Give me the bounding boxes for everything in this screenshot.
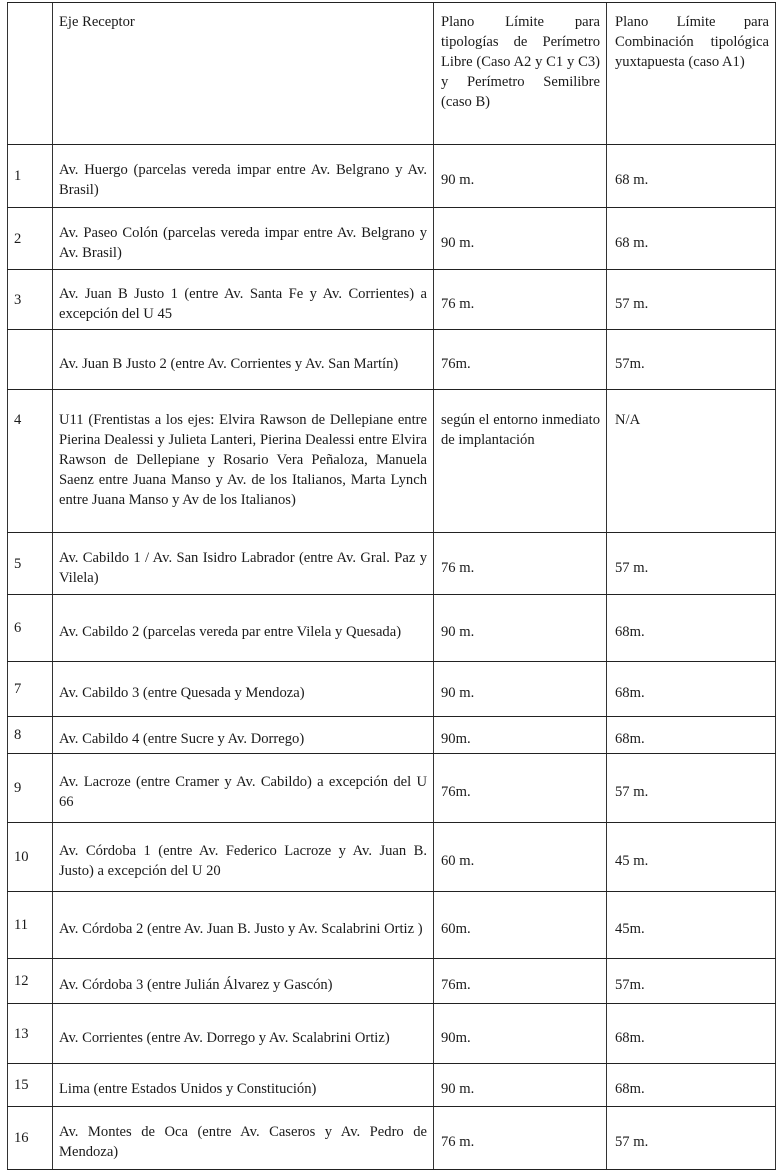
row-limit-combined	[606, 270, 776, 329]
table-row	[7, 1106, 776, 1170]
row-limit-combined	[606, 145, 776, 207]
table-row	[7, 207, 776, 269]
row-limit-combined-text: 45m.	[615, 921, 645, 937]
header-limit-combined	[606, 3, 776, 144]
row-limit-free-text: 76m.	[441, 784, 471, 800]
row-limit-free-text: 90 m.	[441, 1081, 475, 1097]
row-axis	[52, 959, 433, 1003]
row-limit-free	[433, 330, 606, 389]
row-limit-combined	[606, 823, 776, 891]
row-axis	[52, 145, 433, 207]
row-number: 3	[7, 270, 52, 329]
row-limit-combined-text: 57 m.	[615, 295, 649, 312]
row-axis-text: Av. Juan B Justo 2 (entre Av. Corrientes y Av. San Martín)	[59, 355, 399, 372]
row-limit-combined	[606, 892, 776, 958]
table-row	[7, 532, 776, 594]
row-limit-combined-text: 57 m.	[615, 1134, 649, 1150]
row-limit-free	[433, 717, 606, 753]
row-limit-free	[433, 390, 606, 532]
row-limit-combined-text: N/A	[615, 412, 641, 428]
row-limit-combined-text: 68m.	[615, 685, 645, 701]
row-limit-free-text: 90 m.	[441, 624, 475, 640]
row-axis	[52, 1064, 433, 1106]
row-number: 10	[7, 823, 52, 891]
row-limit-combined	[606, 1064, 776, 1106]
row-limit-free-text: 60m.	[441, 921, 471, 937]
row-axis-text: Av. Cabildo 1 / Av. San Isidro Labrador (entre Av. Gral. Paz y Vilela)	[59, 549, 427, 586]
row-limit-free	[433, 1107, 606, 1169]
row-limit-free	[433, 892, 606, 958]
row-axis-text: Av. Lacroze (entre Cramer y Av. Cabildo) a excepción del U 66	[59, 774, 427, 810]
row-number: 16	[7, 1107, 52, 1169]
row-limit-combined-text: 45 m.	[615, 853, 649, 869]
row-axis-text: Av. Córdoba 3 (entre Julián Álvarez y Gascón)	[59, 977, 333, 993]
row-limit-free	[433, 959, 606, 1003]
row-limit-free	[433, 754, 606, 822]
table-row	[7, 1003, 776, 1063]
row-number: 7	[7, 662, 52, 716]
table-row	[7, 891, 776, 958]
row-limit-free	[433, 270, 606, 329]
row-number: 12	[7, 959, 52, 1003]
row-limit-free	[433, 1064, 606, 1106]
row-limit-combined	[606, 533, 776, 594]
table-row	[7, 269, 776, 329]
row-limit-free-text: 76m.	[441, 977, 471, 993]
row-limit-free-text: 76 m.	[441, 1134, 475, 1150]
header-limit-free	[433, 3, 606, 144]
table-row	[7, 753, 776, 822]
row-number: 9	[7, 754, 52, 822]
row-limit-combined	[606, 959, 776, 1003]
header-axis: Eje Receptor	[52, 3, 433, 144]
row-limit-combined-text: 68 m.	[615, 234, 649, 251]
row-number: 15	[7, 1064, 52, 1106]
row-axis-text: Av. Cabildo 3 (entre Quesada y Mendoza)	[59, 685, 305, 701]
row-axis	[52, 390, 433, 532]
row-limit-free	[433, 145, 606, 207]
table-row	[7, 1063, 776, 1106]
row-limit-free	[433, 662, 606, 716]
row-axis	[52, 662, 433, 716]
row-limit-combined-text: 57m.	[615, 355, 645, 372]
row-number: 6	[7, 595, 52, 661]
row-limit-free-text: 76m.	[441, 355, 471, 372]
table-row	[7, 329, 776, 389]
row-limit-combined-text: 68m.	[615, 624, 645, 640]
row-limit-free-text: 90 m.	[441, 234, 475, 251]
row-number: 11	[7, 892, 52, 958]
row-number: 4	[7, 390, 52, 532]
row-axis-text: Av. Huergo (parcelas vereda impar entre Av. Belgrano y Av. Brasil)	[59, 162, 427, 198]
row-axis	[52, 330, 433, 389]
row-axis-text: U11 (Frentistas a los ejes: Elvira Rawson de Dellepiane entre Pierina Dealessi y Julieta Lanteri, Pierina Dealessi entre Elvira Rawson de Dellepiane y Rosario Vera Peñaloza, Manuela Saenz entre Juana Manso y Av. de los Italianos, Marta Lynch entre Juana Manso y Av de los Italianos)	[59, 412, 427, 508]
header-number	[7, 3, 52, 144]
row-axis	[52, 717, 433, 753]
table-row	[7, 661, 776, 716]
row-axis	[52, 208, 433, 269]
row-limit-free	[433, 1004, 606, 1063]
row-limit-combined-text: 68m.	[615, 1081, 645, 1097]
row-limit-combined	[606, 595, 776, 661]
row-limit-combined	[606, 1004, 776, 1063]
row-axis	[52, 595, 433, 661]
row-number: 5	[7, 533, 52, 594]
row-axis-text: Av. Corrientes (entre Av. Dorrego y Av. Scalabrini Ortiz)	[59, 1029, 390, 1046]
row-number: 1	[7, 145, 52, 207]
row-limit-free	[433, 208, 606, 269]
row-limit-combined	[606, 390, 776, 532]
header-limit-combined-text: Plano Límite para Combinación tipológica yuxtapuesta (caso A1)	[615, 14, 769, 70]
table-row	[7, 144, 776, 207]
row-axis-text: Av. Juan B Justo 1 (entre Av. Santa Fe y Av. Corrientes) a excepción del U 45	[59, 285, 427, 322]
header-limit-free-text: Plano Límite para tipologías de Perímetro Libre (Caso A2 y C1 y C3) y Perímetro Semilibre (caso B)	[441, 14, 600, 110]
row-limit-combined-text: 68m.	[615, 1029, 645, 1046]
row-limit-combined	[606, 1107, 776, 1169]
table-row	[7, 958, 776, 1003]
row-axis-text: Av. Córdoba 1 (entre Av. Federico Lacroze y Av. Juan B. Justo) a excepción del U 20	[59, 843, 427, 879]
row-limit-combined	[606, 717, 776, 753]
row-number: 8	[7, 717, 52, 753]
table-header-row	[7, 2, 776, 144]
row-limit-free-text: 90 m.	[441, 172, 475, 188]
row-limit-combined	[606, 754, 776, 822]
row-axis-text: Av. Cabildo 2 (parcelas vereda par entre Vilela y Quesada)	[59, 624, 402, 640]
row-limit-free	[433, 595, 606, 661]
row-axis	[52, 533, 433, 594]
row-limit-free-text: 60 m.	[441, 853, 475, 869]
row-axis-text: Av. Córdoba 2 (entre Av. Juan B. Justo y Av. Scalabrini Ortiz )	[59, 921, 423, 937]
row-axis	[52, 823, 433, 891]
row-axis	[52, 1107, 433, 1169]
row-number: 2	[7, 208, 52, 269]
row-limit-combined-text: 68m.	[615, 731, 645, 747]
row-limit-free-text: según el entorno inmediato de implantación	[441, 412, 600, 448]
row-limit-free-text: 90m.	[441, 1029, 471, 1046]
row-axis	[52, 754, 433, 822]
row-limit-combined	[606, 330, 776, 389]
row-limit-combined-text: 57 m.	[615, 559, 649, 576]
row-limit-combined	[606, 208, 776, 269]
row-axis-text: Lima (entre Estados Unidos y Constitución)	[59, 1081, 317, 1097]
row-axis	[52, 892, 433, 958]
table-row	[7, 822, 776, 891]
row-axis-text: Av. Paseo Colón (parcelas vereda impar entre Av. Belgrano y Av. Brasil)	[59, 224, 427, 261]
row-limit-free-text: 76 m.	[441, 295, 475, 312]
row-limit-combined-text: 57m.	[615, 977, 645, 993]
row-axis	[52, 1004, 433, 1063]
row-limit-free-text: 90 m.	[441, 685, 475, 701]
row-number	[7, 330, 52, 389]
row-limit-free-text: 76 m.	[441, 559, 475, 576]
row-limit-combined	[606, 662, 776, 716]
table-row	[7, 389, 776, 532]
row-limit-free	[433, 823, 606, 891]
table-row	[7, 594, 776, 661]
row-axis-text: Av. Cabildo 4 (entre Sucre y Av. Dorrego)	[59, 731, 305, 747]
row-limit-combined-text: 68 m.	[615, 172, 649, 188]
row-limit-free-text: 90m.	[441, 731, 471, 747]
row-axis	[52, 270, 433, 329]
row-limit-free	[433, 533, 606, 594]
row-number: 13	[7, 1004, 52, 1063]
row-axis-text: Av. Montes de Oca (entre Av. Caseros y Av. Pedro de Mendoza)	[59, 1124, 427, 1160]
table-row	[7, 716, 776, 753]
row-limit-combined-text: 57 m.	[615, 784, 649, 800]
